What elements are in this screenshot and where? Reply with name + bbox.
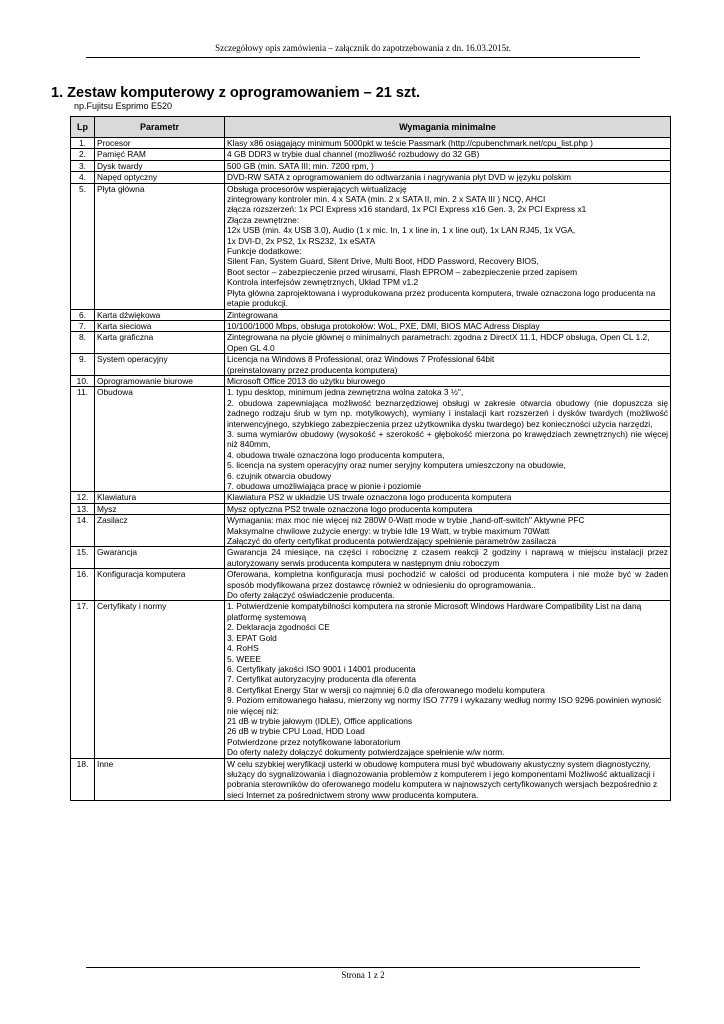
row-number: 17. — [71, 601, 95, 758]
table-row — [71, 547, 671, 569]
table-row — [71, 160, 671, 171]
table-row — [71, 354, 671, 376]
row-parameter: Procesor — [95, 138, 225, 149]
row-number: 5. — [71, 183, 95, 309]
section-title: 1. Zestaw komputerowy z oprogramowaniem – 21 szt. — [51, 85, 421, 101]
row-parameter: Inne — [95, 758, 225, 801]
table-row — [71, 309, 671, 320]
table-row — [71, 332, 671, 354]
specification-table — [70, 116, 671, 801]
row-number: 7. — [71, 320, 95, 331]
row-number: 10. — [71, 375, 95, 386]
row-number: 2. — [71, 149, 95, 160]
footer-divider — [86, 967, 640, 968]
row-requirement: W celu szybkiej weryfikacji usterki w obudowę komputera musi być wbudowany akustyczny system diagnostyczny, służący do sygnalizowania i diagnozowania problemów z komputerem i jego komponentami Możliwość aktualizacji i pobrania sterowników do oferowanego modelu komputera w najnowszych certyfikowanych wersjach bezpośrednio z sieci Internet za pośrednictwem strony www producenta komputera. — [225, 758, 671, 801]
row-requirement: Gwarancja 24 miesiące, na części i robociznę z czasem reakcji 2 godziny i naprawą w miejscu instalacji przez autoryzowany serwis producenta komputera w następnym dniu roboczym — [225, 547, 671, 569]
row-requirement: 1. Potwierdzenie kompatybilności komputera na stronie Microsoft Windows Hardware Compatibility List na daną platformę systemową 2. Deklaracja zgodności CE 3. EPAT Gold 4. RoHS 5. WEEE 6. Certyfikaty jakości ISO 9001 i 14001 producenta 7. Certyfikat autoryzacyjny producenta dla oferenta 8. Certyfikat Energy Star w wersji co najmniej 6.0 dla oferowanego modelu komputera 9. Poziom emitowanego hałasu, mierzony wg normy ISO 7779 i wykazany według normy ISO 9296 powinien wynosić nie więcej niż: 21 dB w trybie jałowym (IDLE), Office applications 26 dB w trybie CPU Load, HDD Load Potwierdzone przez notyfikowane laboratorium Do oferty należy dołączyć dokumenty potwierdzające spełnienie w/w norm. — [225, 601, 671, 758]
row-parameter: Certyfikaty i normy — [95, 601, 225, 758]
row-requirement: Microsoft Office 2013 do użytku biurowego — [225, 375, 671, 386]
row-requirement: 1. typu desktop, minimum jedna zewnętrzna wolna zatoka 3 ½", 2. obudowa zapewniająca możliwość beznarzędziowej obsługi w zakresie otwarcia obudowy (nie dopuszcza się żadnego rodzaju śrub w tym np. motylkowych), wymiany i instalacji kart rozszerzeń i dysków twardych (możliwość interwencyjnego, szybkiego zabezpieczenia przez użytkownika dysku twardego) bez konieczności użycia narzędzi, 3. suma wymiarów obudowy (wysokość + szerokość + głębokość mierzona po krawędziach zewnętrznych) nie więcej niż 840mm, 4. obudowa trwale oznaczona logo producenta komputera, 5. licencja na system operacyjny oraz numer seryjny komputera umieszczony na obudowie, 6. czujnik otwarcia obudowy 7. obudowa umożliwiająca pracę w pionie i poziomie — [225, 387, 671, 492]
row-parameter: Karta sieciowa — [95, 320, 225, 331]
table-row — [71, 492, 671, 503]
row-parameter: Konfiguracja komputera — [95, 569, 225, 601]
table-row — [71, 172, 671, 183]
table-row — [71, 183, 671, 309]
header-divider — [86, 57, 640, 58]
row-requirement: Obsługa procesorów wspierających wirtualizację zintegrowany kontroler min. 4 x SATA (min. 2 x SATA II, min. 2 x SATA III ) NCQ, AHCI złącza rozszerzeń: 1x PCI Express x16 standard, 1x PCI Express x16 Gen. 3, 2x PCI Express x1 Złącza zewnętrzne: 12x USB (min. 4x USB 3.0), Audio (1 x mic. In, 1 x line in, 1 x line out), 1x LAN RJ45, 1x VGA, 1x DVI-D, 2x PS2, 1x RS232, 1x eSATA Funkcje dodatkowe: Silent Fan, System Guard, Silent Drive, Multi Boot, HDD Password, Recovery BIOS, Boot sector – zabezpieczenie przed wirusami, Flash EPROM – zabezpieczenie przed zapisem Kontrola interfejsów zewnętrznych, Układ TPM v1.2 Płyta główna zaprojektowana i wyprodukowana przez producenta komputera, trwale oznaczona logo producenta na etapie produkcji. — [225, 183, 671, 309]
row-parameter: Karta graficzna — [95, 332, 225, 354]
row-parameter: Pamięć RAM — [95, 149, 225, 160]
header-requirements: Wymagania minimalne — [225, 117, 671, 138]
row-requirement: 10/100/1000 Mbps, obsługa protokołów: WoL, PXE, DMI, BIOS MAC Adress Display — [225, 320, 671, 331]
row-number: 13. — [71, 503, 95, 514]
row-number: 12. — [71, 492, 95, 503]
row-requirement: 4 GB DDR3 w trybie dual channel (możliwość rozbudowy do 32 GB) — [225, 149, 671, 160]
row-number: 8. — [71, 332, 95, 354]
row-parameter: Karta dźwiękowa — [95, 309, 225, 320]
row-requirement: Klawiatura PS2 w układzie US trwale oznaczona logo producenta komputera — [225, 492, 671, 503]
table-row — [71, 149, 671, 160]
table-header-row — [71, 117, 671, 138]
row-number: 4. — [71, 172, 95, 183]
header-lp: Lp — [71, 117, 95, 138]
table-row — [71, 515, 671, 547]
row-parameter: Oprogramowanie biurowe — [95, 375, 225, 386]
page-footer: Strona 1 z 2 — [341, 970, 385, 980]
row-requirement: Mysz optyczna PS2 trwale oznaczona logo producenta komputera — [225, 503, 671, 514]
row-requirement: Zintegrowana — [225, 309, 671, 320]
row-requirement: Wymagania: max moc nie więcej niż 280W 0-Watt mode w trybie „hand-off-switch" Aktywne PFC Maksymalne chwilowe zużycie energy: w trybie Idle 19 Watt, w trybie maximum 70Watt Załączyć do oferty certyfikat producenta potwierdzający spełnienie parametrów zasilacza — [225, 515, 671, 547]
header-parameter: Parametr — [95, 117, 225, 138]
row-parameter: Napęd optyczny — [95, 172, 225, 183]
row-number: 15. — [71, 547, 95, 569]
row-requirement: Oferowana, kompletna konfiguracja musi pochodzić w całości od producenta komputera i nie może być w żaden sposób modyfikowana przez dostawcę również w odniesieniu do oprogramowania.. Do oferty załączyć oświadczenie producenta. — [225, 569, 671, 601]
row-requirement: 500 GB (min. SATA III; min. 7200 rpm, ) — [225, 160, 671, 171]
row-number: 16. — [71, 569, 95, 601]
row-requirement: Klasy x86 osiągający minimum 5000pkt w teście Passmark (http://cpubenchmark.net/cpu_list.php ) — [225, 138, 671, 149]
row-parameter: Zasilacz — [95, 515, 225, 547]
row-number: 3. — [71, 160, 95, 171]
row-parameter: Dysk twardy — [95, 160, 225, 171]
row-parameter: Gwarancja — [95, 547, 225, 569]
section-subtitle: np.Fujitsu Esprimo E520 — [74, 101, 173, 111]
row-requirement: Licencja na Windows 8 Professional, oraz Windows 7 Professional 64bit (preinstalowany przez producenta komputera) — [225, 354, 671, 376]
row-parameter: Klawiatura — [95, 492, 225, 503]
row-number: 18. — [71, 758, 95, 801]
table-row — [71, 138, 671, 149]
table-row — [71, 758, 671, 801]
table-row — [71, 601, 671, 758]
table-row — [71, 569, 671, 601]
row-requirement: Zintegrowana na płycie głównej o minimalnych parametrach: zgodna z DirectX 11.1, HDCP obsługa, Open CL 1.2, Open GL 4.0 — [225, 332, 671, 354]
table-row — [71, 387, 671, 492]
table-row — [71, 375, 671, 386]
table-row — [71, 503, 671, 514]
page-header: Szczegółowy opis zamówienia – załącznik do zapotrzebowania z dn. 16.03.2015r. — [215, 43, 511, 53]
row-number: 6. — [71, 309, 95, 320]
row-number: 14. — [71, 515, 95, 547]
row-requirement: DVD-RW SATA z oprogramowaniem do odtwarzania i nagrywania płyt DVD w języku polskim — [225, 172, 671, 183]
row-parameter: Obudowa — [95, 387, 225, 492]
row-number: 9. — [71, 354, 95, 376]
row-number: 1. — [71, 138, 95, 149]
row-parameter: Mysz — [95, 503, 225, 514]
row-parameter: Płyta główna — [95, 183, 225, 309]
table-row — [71, 320, 671, 331]
row-number: 11. — [71, 387, 95, 492]
row-parameter: System operacyjny — [95, 354, 225, 376]
